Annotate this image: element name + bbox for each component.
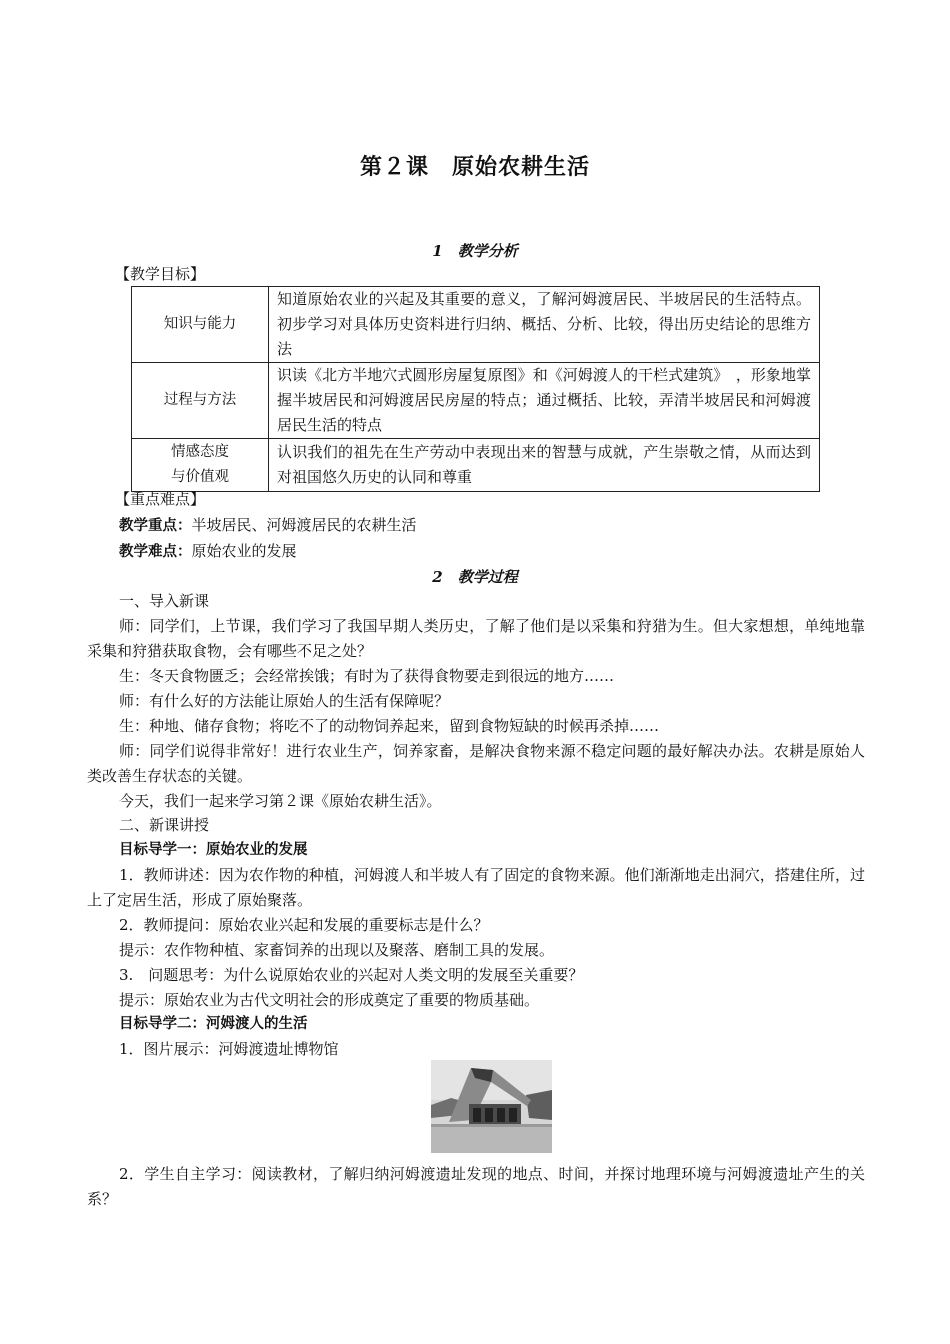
key-heading: 【重点难点】 [115,490,206,508]
part-heading: 一、导入新课 [119,592,210,610]
teaching-goals-table [131,286,820,492]
goal-label-line: 与价值观 [171,469,229,485]
difficulty-point [119,540,297,563]
section-heading-analysis: 1 教学分析 [432,242,518,260]
goal-label [132,439,269,492]
goal-item: 提示：原始农业为古代文明社会的形成奠定了重要的物质基础。 [119,991,540,1009]
goal-item: 3. 问题思考：为什么说原始农业的兴起对人类文明的发展至关重要？ [119,966,584,984]
goal-item: 2．教师提问：原始农业兴起和发展的重要标志是什么？ [119,916,489,934]
goal-item: 1．教师讲述：因为农作物的种植，河姆渡人和半坡人有了固定的食物来源。他们渐渐地走出洞穴，搭建住所，过上了定居生活，形成了原始聚落。 [87,866,865,909]
goal-item: 1．图片展示：河姆渡遗址博物馆 [119,1040,339,1058]
goal-text: 认识我们的祖先在生产劳动中表现出来的智慧与成就，产生崇敬之情，从而达到对祖国悠久历史的认同和尊重 [269,439,820,492]
dialog-paragraph: 师：有什么好的方法能让原始人的生活有保障呢？ [119,692,450,710]
dialog-paragraph: 师：同学们说得非常好！进行农业生产，饲养家畜，是解决食物来源不稳定问题的最好解决办法。农耕是原始人类改善生存状态的关键。 [87,742,865,785]
table-row [132,439,820,492]
difficulty-text: 原始农业的发展 [191,542,297,560]
section-heading-process: 2 教学过程 [432,568,518,586]
table-row [132,363,820,439]
goals-heading: 【教学目标】 [115,265,206,283]
goal-text: 识读《北方半地穴式圆形房屋复原图》和《河姆渡人的干栏式建筑》 ，形象地掌握半坡居民和河姆渡居民房屋的特点；通过概括、比较，弄清半坡居民和河姆渡居民生活的特点 [269,363,820,439]
part-heading: 二、新课讲授 [119,816,210,834]
museum-photo [431,1060,552,1153]
dialog-paragraph: 今天，我们一起来学习第２课《原始农耕生活》。 [119,792,442,810]
goal-label-line: 情感态度 [171,444,229,460]
dialog-paragraph: 生：冬天食物匮乏；会经常挨饿；有时为了获得食物要走到很远的地方…… [119,667,615,685]
key-point-text: 半坡居民、河姆渡居民的农耕生活 [191,516,417,534]
dialog-paragraph: 生：种地、储存食物；将吃不了的动物饲养起来，留到食物短缺的时候再杀掉…… [119,717,660,735]
difficulty-label: 教学难点： [119,544,192,560]
goal-label: 知识与能力 [132,287,269,363]
goal-heading: 目标导学二：河姆渡人的生活 [119,1016,308,1032]
key-point-label: 教学重点： [119,518,192,534]
goal-label: 过程与方法 [132,363,269,439]
goal-text: 知道原始农业的兴起及其重要的意义，了解河姆渡居民、半坡居民的生活特点。初步学习对具体历史资料进行归纳、概括、分析、比较，得出历史结论的思维方法 [269,287,820,363]
goal-item: 提示：农作物种植、家畜饲养的出现以及聚落、磨制工具的发展。 [119,941,555,959]
page-title: 第２课 原始农耕生活 [359,155,590,180]
goal-heading: 目标导学一：原始农业的发展 [119,842,308,858]
dialog-paragraph: 师：同学们，上节课，我们学习了我国早期人类历史，了解了他们是以采集和狩猎为生。但大家想想，单纯地靠采集和狩猎获取食物，会有哪些不足之处？ [87,617,865,660]
goal-item: 2．学生自主学习：阅读教材，了解归纳河姆渡遗址发现的地点、时间，并探讨地理环境与河姆渡遗址产生的关系？ [87,1165,865,1208]
table-row [132,287,820,363]
key-point [119,514,417,537]
